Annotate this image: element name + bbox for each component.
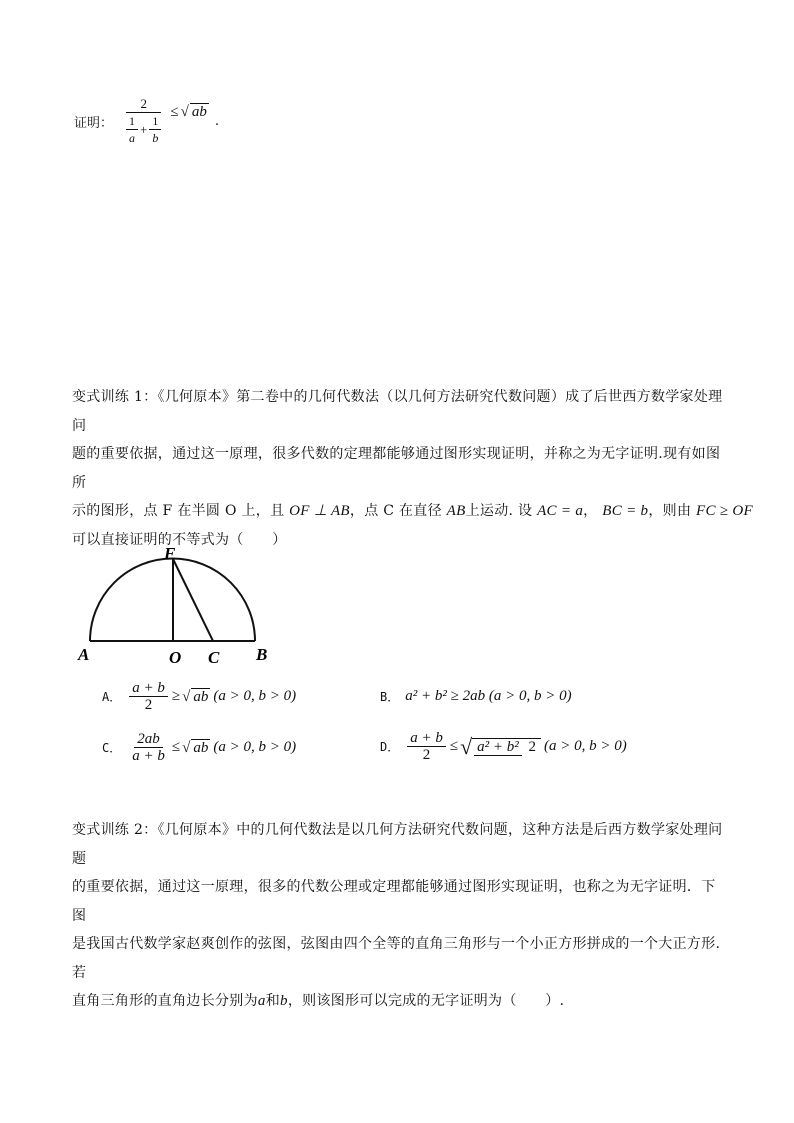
ex1-math-ac: AC = a [537, 503, 584, 519]
option-c-num: 2ab [134, 731, 163, 748]
exercise-1 [72, 383, 754, 554]
option-c-sqrt: √ ab [182, 739, 209, 756]
option-d-sqrt: √ a² + b² 2 [460, 734, 541, 760]
segment-fc [173, 559, 213, 641]
proof-relation: ≤ [170, 103, 179, 120]
ex2-text-a: 直角三角形的直角边长分别为 [72, 993, 258, 1009]
label-o: O [169, 648, 182, 667]
exercise-1-line-1: 变式训练 1：《几何原本》第二卷中的几何代数法（以几何方法研究代数问题）成了后世西方数学家处理问 [72, 389, 723, 434]
option-d-sqrt-num: a² + b² [474, 739, 522, 756]
option-a[interactable] [102, 680, 296, 713]
proof-numerator: 2 [126, 96, 161, 113]
proof-label: 证明： [74, 115, 114, 131]
label-a: A [78, 645, 90, 664]
option-a-cond: (a > 0, b > 0) [213, 688, 297, 704]
exercise-2-line-2: 的重要依据，通过这一原理，很多的代数公理或定理都能够通过图形实现证明，也称之为无字证明．下图 [72, 879, 716, 924]
option-a-den: 2 [144, 697, 153, 713]
ex2-math-a: a [257, 993, 266, 1009]
proof-statement [74, 96, 219, 146]
den-right-num: 1 [149, 113, 161, 130]
label-c: C [208, 648, 220, 667]
ex1-math-of-ab: OF ⊥ AB [289, 503, 350, 519]
label-b: B [256, 645, 268, 664]
ex1-text-a: 示的图形，点 F 在半圆 O 上，且 [72, 503, 285, 519]
exercise-2-line-1: 变式训练 2：《几何原本》中的几何代数法是以几何方法研究代数问题，这种方法是后西方数学家处理问题 [72, 822, 723, 867]
proof-sqrt: √ ab [180, 104, 207, 120]
option-d-rel: ≤ [449, 738, 459, 754]
option-a-sqrt-body: ab [193, 688, 209, 705]
option-c-rel: ≤ [171, 739, 181, 755]
option-c-frac [129, 731, 168, 764]
ex2-math-b: b [280, 993, 288, 1009]
ex1-math-ab: AB [446, 503, 466, 519]
option-b-text: a² + b² ≥ 2ab (a > 0, b > 0) [405, 688, 572, 704]
option-a-rel: ≥ [171, 688, 181, 704]
proof-sqrt-body: ab [191, 104, 207, 120]
option-c-sqrt-body: ab [193, 739, 209, 756]
option-d-label: D． [380, 740, 400, 754]
ex1-text-i: ，则由 [648, 503, 692, 519]
option-a-label: A． [102, 690, 122, 704]
option-d-frac [407, 730, 446, 763]
option-d-num: a + b [407, 730, 446, 747]
option-b[interactable] [380, 688, 572, 705]
option-c[interactable] [102, 731, 296, 764]
option-d-den: 2 [422, 747, 431, 763]
exercise-1-line-3 [72, 497, 754, 526]
ex1-math-bc: BC = b [602, 503, 649, 519]
exercise-2 [72, 816, 724, 1016]
semicircle-figure [72, 540, 272, 670]
label-f: F [164, 544, 176, 563]
option-d[interactable] [380, 730, 627, 763]
proof-den-right-frac [149, 113, 161, 146]
ex2-text-c: 和 [265, 993, 281, 1009]
option-c-label: C． [102, 741, 122, 755]
option-c-den: a + b [132, 748, 165, 764]
option-d-sqrt-den: 2 [528, 738, 537, 755]
den-left-den: a [129, 131, 136, 145]
option-a-frac [129, 680, 168, 713]
exercise-2-line-4 [72, 987, 724, 1016]
proof-den-left-frac [126, 113, 138, 146]
option-b-label: B． [380, 690, 400, 704]
exercise-2-line-3: 是我国古代数学家赵爽创作的弦图，弦图由四个全等的直角三角形与一个小正方形拼成的一个大正方形. 若 [72, 936, 721, 981]
ex1-text-c: ，点 C 在直径 [349, 503, 442, 519]
option-c-cond: (a > 0, b > 0) [213, 739, 297, 755]
option-d-sqrt-frac [472, 738, 541, 756]
exercise-1-line-2: 题的重要依据，通过这一原理，很多代数的定理都能够通过图形实现证明，并称之为无字证明.现有如图所 [72, 446, 721, 491]
option-d-cond: (a > 0, b > 0) [544, 738, 627, 754]
option-a-sqrt: √ ab [182, 688, 209, 705]
den-plus: + [140, 121, 148, 137]
den-right-den: b [152, 131, 159, 145]
option-a-num: a + b [129, 680, 168, 697]
ex1-text-e: 上运动. 设 [465, 503, 533, 519]
proof-fraction [121, 96, 166, 146]
den-left-num: 1 [126, 113, 138, 130]
exercise-1-line-4: 可以直接证明的不等式为（ ） [72, 531, 287, 548]
ex1-math-fc-of: FC ≥ OF [696, 503, 754, 519]
ex1-text-g: ， [583, 503, 598, 519]
proof-denominator [121, 113, 166, 146]
ex2-text-e: ，则该图形可以完成的无字证明为（ ）. [287, 993, 565, 1009]
proof-period: . [214, 113, 219, 129]
